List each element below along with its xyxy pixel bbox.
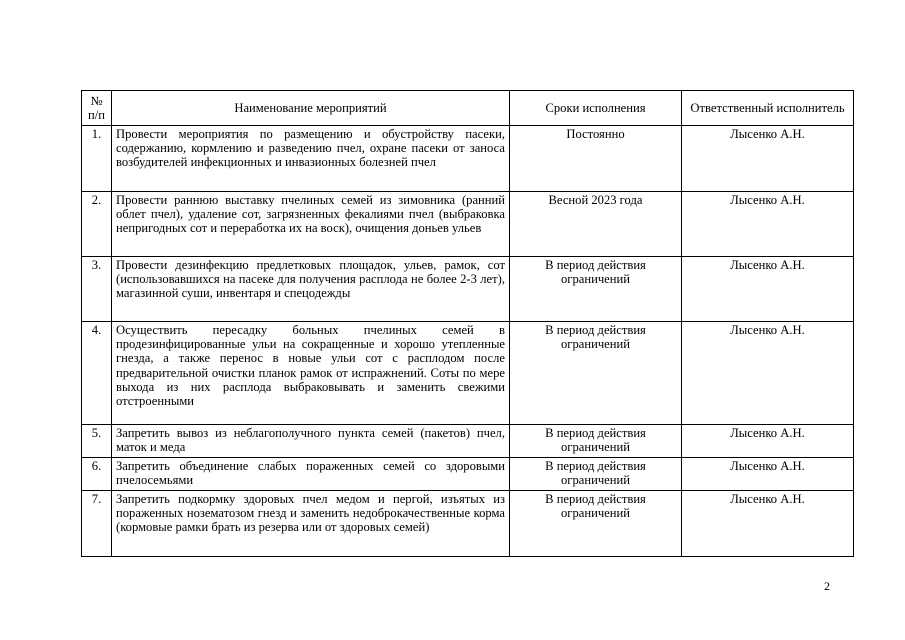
row-responsible: Лысенко А.Н. <box>682 192 854 257</box>
row-period: Постоянно <box>510 126 682 192</box>
row-period: В период действия ограничений <box>510 491 682 557</box>
row-number: 6. <box>82 458 112 491</box>
row-period: Весной 2023 года <box>510 192 682 257</box>
row-responsible: Лысенко А.Н. <box>682 126 854 192</box>
row-description: Провести дезинфекцию предлетковых площадок, ульев, рамок, сот (использовавшихся на пасеке для получения расплода не более 2-3 лет), магазинной суши, инвентаря и спецодежды <box>112 257 510 322</box>
row-number: 2. <box>82 192 112 257</box>
row-description: Запретить подкормку здоровых пчел медом и пергой, изъятых из пораженных нозематозом гнезд и заменить недоброкачественные корма (кормовые рамки брать из резерва или от здоровых семей) <box>112 491 510 557</box>
header-responsible: Ответственный исполнитель <box>682 91 854 126</box>
row-description: Запретить вывоз из неблагополучного пункта семей (пакетов) пчел, маток и меда <box>112 425 510 458</box>
row-number: 4. <box>82 322 112 425</box>
table-row <box>82 458 854 491</box>
measures-table <box>81 90 854 557</box>
row-responsible: Лысенко А.Н. <box>682 425 854 458</box>
table-row <box>82 491 854 557</box>
table-row <box>82 126 854 192</box>
row-description: Запретить объединение слабых пораженных семей со здоровыми пчелосемьями <box>112 458 510 491</box>
header-number: № п/п <box>82 91 112 126</box>
row-number: 3. <box>82 257 112 322</box>
row-number: 7. <box>82 491 112 557</box>
table-row <box>82 425 854 458</box>
row-number: 1. <box>82 126 112 192</box>
row-period: В период действия ограничений <box>510 322 682 425</box>
row-responsible: Лысенко А.Н. <box>682 458 854 491</box>
table-header-row <box>82 91 854 126</box>
page-number: 2 <box>824 579 830 593</box>
row-number: 5. <box>82 425 112 458</box>
row-period: В период действия ограничений <box>510 458 682 491</box>
table-row <box>82 192 854 257</box>
row-responsible: Лысенко А.Н. <box>682 257 854 322</box>
row-description: Осуществить пересадку больных пчелиных семей в продезинфицированные ульи на сокращенные и хорошо утепленные гнезда, а также перенос в новые ульи сот с расплодом после предварительной очистки планок рамок от испражнений. Соты по мере выхода из них расплода выбраковывать и заменить свежими отстроенными <box>112 322 510 425</box>
row-responsible: Лысенко А.Н. <box>682 322 854 425</box>
table-row <box>82 257 854 322</box>
header-period: Сроки исполнения <box>510 91 682 126</box>
row-description: Провести мероприятия по размещению и обустройству пасеки, содержанию, кормлению и разведению пчел, охране пасеки от заноса возбудителей инфекционных и инвазионных болезней пчел <box>112 126 510 192</box>
row-responsible: Лысенко А.Н. <box>682 491 854 557</box>
header-name: Наименование мероприятий <box>112 91 510 126</box>
row-period: В период действия ограничений <box>510 425 682 458</box>
row-period: В период действия ограничений <box>510 257 682 322</box>
row-description: Провести раннюю выставку пчелиных семей из зимовника (ранний облет пчел), удаление сот, загрязненных фекалиями пчел (выбраковка непригодных сот и переработка их на воск), очищения доньев ульев <box>112 192 510 257</box>
table-row <box>82 322 854 425</box>
